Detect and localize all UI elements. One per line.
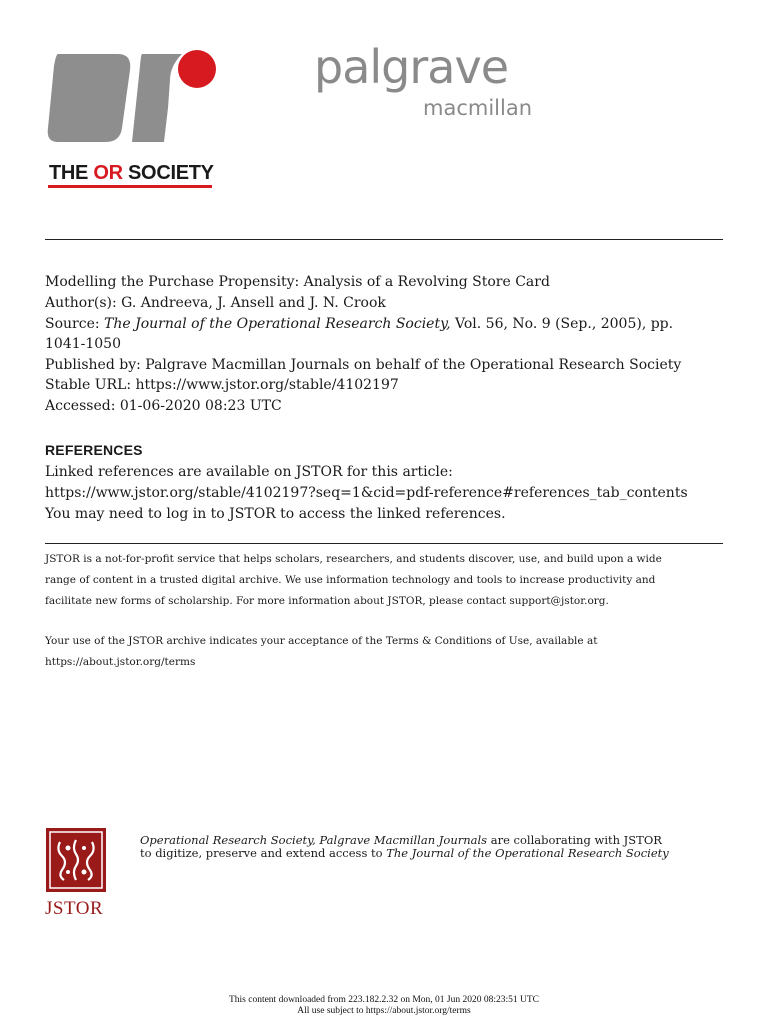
notice-divider [45, 543, 723, 544]
collaboration-line-2: to digitize, preserve and extend access to The Journal of the Operational Research Society [140, 846, 669, 860]
notice-line: facilitate new forms of scholarship. For more information about JSTOR, please contact support@jstor.org. [45, 595, 609, 607]
notice-line: range of content in a trusted digital archive. We use information technology and tools to increase productivity and [45, 574, 656, 586]
accessed-date: Accessed: 01-06-2020 08:23 UTC [45, 398, 282, 414]
jstor-wordmark: JSTOR [45, 898, 104, 919]
top-divider [45, 239, 723, 240]
collaboration-line-1: Operational Research Society, Palgrave Macmillan Journals are collaborating with JSTOR [140, 833, 662, 847]
article-pages: 1041-1050 [45, 336, 121, 352]
terms-line: Your use of the JSTOR archive indicates your acceptance of the Terms & Conditions of Use, available at [45, 635, 598, 647]
references-note: Linked references are available on JSTOR for this article: [45, 464, 453, 480]
jstor-emblem-icon [46, 828, 106, 892]
article-publisher: Published by: Palgrave Macmillan Journals on behalf of the Operational Research Society [45, 357, 682, 373]
references-login-note: You may need to log in to JSTOR to access the linked references. [45, 506, 506, 522]
or-logo-red-dot [178, 50, 216, 88]
references-link[interactable]: https://www.jstor.org/stable/4102197?seq=1&cid=pdf-reference#references_tab_contents [45, 485, 688, 501]
or-logo-r-shape [132, 54, 182, 142]
macmillan-wordmark: macmillan [423, 96, 533, 120]
or-society-wordmark: THE OR SOCIETY [49, 162, 214, 184]
terms-notice: All use subject to https://about.jstor.org/terms [297, 1006, 471, 1016]
or-society-underline [48, 185, 212, 188]
article-authors: Author(s): G. Andreeva, J. Ansell and J. N. Crook [45, 295, 386, 311]
terms-link[interactable]: https://about.jstor.org/terms [45, 656, 196, 668]
notice-line: JSTOR is a not-for-profit service that helps scholars, researchers, and students discover, use, and build upon a wide [45, 553, 662, 565]
download-notice: This content downloaded from 223.182.2.32 on Mon, 01 Jun 2020 08:23:51 UTC [228, 995, 540, 1005]
palgrave-wordmark: palgrave [314, 40, 508, 94]
article-source: Source: The Journal of the Operational Research Society, Vol. 56, No. 9 (Sep., 2005), pp. [45, 316, 674, 332]
or-logo-o-shape [48, 54, 131, 142]
article-title: Modelling the Purchase Propensity: Analysis of a Revolving Store Card [45, 274, 550, 290]
references-heading: REFERENCES [45, 442, 143, 458]
stable-url[interactable]: Stable URL: https://www.jstor.org/stable/4102197 [45, 377, 399, 393]
